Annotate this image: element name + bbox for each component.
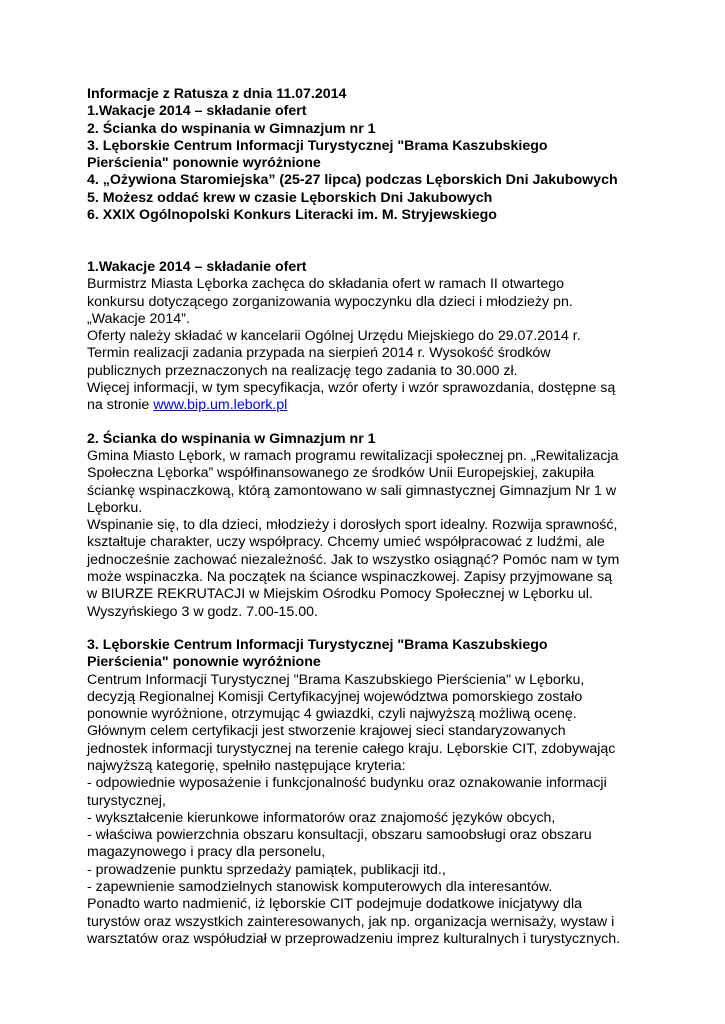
- paragraph-line: ściankę wspinaczkową, którą zamontowano w sali gimnastycznej Gimnazjum Nr 1 w: [87, 482, 617, 499]
- section-2: [87, 431, 647, 621]
- paragraph-line: Więcej informacji, w tym specyfikacja, wzór oferty i wzór sprawozdania, dostępne są: [87, 380, 616, 397]
- paragraph-line: - wykształcenie kierunkowe informatorów oraz znajomość języków obcych,: [87, 809, 556, 826]
- toc-block: [87, 86, 647, 224]
- toc-header: Informacje z Ratusza z dnia 11.07.2014: [87, 86, 347, 102]
- paragraph-line: turystów oraz wszystkich zainteresowanych, jak np. organizacja wernisaży, wystaw i: [87, 913, 615, 930]
- paragraph-line: może wspinaczka. Na początek na ściance wspinaczkowej. Zapisy przyjmowane są: [87, 569, 613, 586]
- paragraph-line: Burmistrz Miasta Lęborka zachęca do składania ofert w ramach II otwartego: [87, 276, 565, 293]
- document-page: [87, 86, 647, 948]
- paragraph-line: Lęborku.: [87, 499, 143, 516]
- paragraph-line: w BIURZE REKRUTACJI w Miejskim Ośrodku Pomocy Społecznej w Lęborku ul.: [87, 586, 593, 603]
- section-3: [87, 637, 647, 948]
- section-1: [87, 259, 647, 415]
- section-1-title: 1.Wakacje 2014 – składanie ofert: [87, 258, 307, 275]
- paragraph-line: najwyższą kategorię, spełniło następujące kryteria:: [87, 757, 406, 774]
- section-2-title: 2. Ścianka do wspinania w Gimnazjum nr 1: [87, 430, 376, 447]
- paragraph-line: Termin realizacji zadania przypada na sierpień 2014 r. Wysokość środków: [87, 345, 551, 362]
- paragraph-line: Ponadto warto nadmienić, iż lęborskie CIT podejmuje dodatkowe inicjatywy dla: [87, 896, 582, 913]
- spacer: [87, 621, 647, 637]
- paragraph-line: kształtuje charakter, uczy współpracy. Chcemy umieć współpracować z ludźmi, ale: [87, 534, 605, 551]
- toc-item: 5. Możesz oddać krew w czasie Lęborskich Dni Jakubowych: [87, 189, 493, 206]
- paragraph-line: warsztatów oraz współudział w przeprowadzeniu imprez kulturalnych i turystycznych.: [87, 930, 621, 947]
- section-3-title: 3. Lęborskie Centrum Informacji Turystycznej "Brama Kaszubskiego: [87, 636, 548, 653]
- section-3-title: Pierścienia" ponownie wyróżnione: [87, 654, 321, 671]
- paragraph-line: Wyszyńskiego 3 w godz. 7.00-15.00.: [87, 603, 318, 620]
- paragraph-line: Oferty należy składać w kancelarii Ogólnej Urzędu Miejskiego do 29.07.2014 r.: [87, 328, 581, 345]
- paragraph-line: jednocześnie zachować niezależność. Jak to wszystko osiągnąć? Pomóc nam w tym: [87, 551, 620, 568]
- paragraph-line: turystycznej,: [87, 792, 166, 809]
- paragraph-line: jednostek informacji turystycznej na terenie całego kraju. Lęborskie CIT, zdobywając: [87, 740, 616, 757]
- toc-item: Pierścienia" ponownie wyróżnione: [87, 155, 321, 172]
- paragraph-line: Społeczna Lęborka” współfinansowanego ze środków Unii Europejskiej, zakupiła: [87, 465, 595, 482]
- paragraph-line: - prowadzenie punktu sprzedaży pamiątek, publikacji itd.,: [87, 861, 446, 878]
- paragraph-line: „Wakacje 2014”.: [87, 310, 190, 327]
- paragraph-line: publicznych przeznaczonych na realizację tego zadania to 30.000 zł.: [87, 362, 518, 379]
- paragraph-line: - odpowiednie wyposażenie i funkcjonalność budynku oraz oznakowanie informacji: [87, 775, 607, 792]
- toc-item: 4. „Ożywiona Staromiejska” (25-27 lipca) podczas Lęborskich Dni Jakubowych: [87, 172, 618, 189]
- link-prefix: na stronie: [87, 397, 154, 414]
- toc-item: 3. Lęborskie Centrum Informacji Turystycznej "Brama Kaszubskiego: [87, 137, 548, 154]
- paragraph-line: Głównym celem certyfikacji jest stworzenie krajowej sieci standaryzowanych: [87, 723, 566, 740]
- toc-item: 6. XXIX Ogólnopolski Konkurs Literacki im. M. Stryjewskiego: [87, 207, 497, 224]
- paragraph-line-with-link: [87, 397, 647, 414]
- paragraph-line: Centrum Informacji Turystycznej "Brama Kaszubskiego Pierścienia" w Lęborku,: [87, 671, 585, 688]
- paragraph-line: ponownie wyróżnione, otrzymując 4 gwiazdki, czyli najwyższą możliwą ocenę.: [87, 706, 577, 723]
- paragraph-line: Gmina Miasto Lębork, w ramach programu rewitalizacji społecznej pn. „Rewitalizacja: [87, 447, 619, 464]
- spacer: [87, 415, 647, 431]
- spacer: [87, 224, 647, 259]
- paragraph-line: magazynowego i pracy dla personelu,: [87, 844, 326, 861]
- paragraph-line: Wspinanie się, to dla dzieci, młodzieży i dorosłych sport idealny. Rozwija sprawność,: [87, 517, 618, 534]
- bip-website-link[interactable]: www.bip.um.lebork.pl: [153, 397, 288, 414]
- paragraph-line: - właściwa powierzchnia obszaru konsultacji, obszaru samoobsługi oraz obszaru: [87, 827, 592, 844]
- toc-item: 2. Ścianka do wspinania w Gimnazjum nr 1: [87, 120, 376, 137]
- paragraph-line: decyzją Regionalnej Komisji Certyfikacyjnej województwa pomorskiego zostało: [87, 688, 583, 705]
- paragraph-line: - zapewnienie samodzielnych stanowisk komputerowych dla interesantów.: [87, 879, 553, 896]
- paragraph-line: konkursu dotyczącego zorganizowania wypoczynku dla dzieci i młodzieży pn.: [87, 293, 573, 310]
- toc-item: 1.Wakacje 2014 – składanie ofert: [87, 103, 307, 120]
